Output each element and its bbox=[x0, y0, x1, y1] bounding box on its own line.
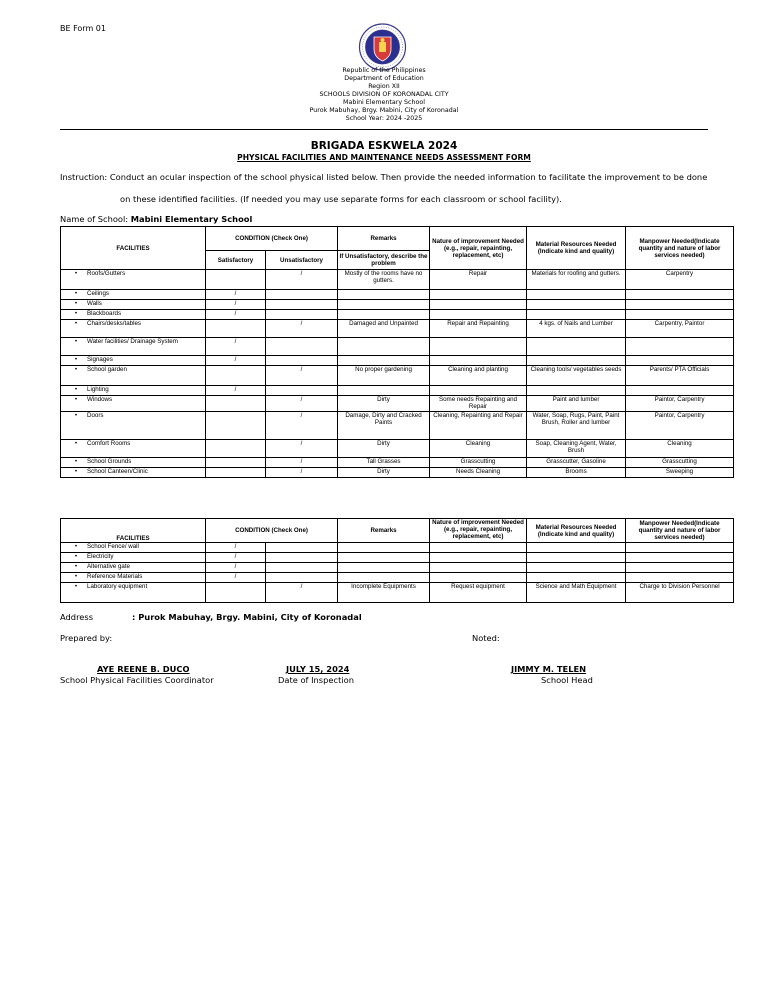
table-row bbox=[61, 356, 734, 366]
remarks-cell: Mostly of the rooms have no gutters. bbox=[338, 270, 430, 290]
material-cell bbox=[527, 290, 626, 300]
header-nature bbox=[430, 519, 527, 543]
material-cell bbox=[527, 543, 626, 553]
unsat-cell bbox=[266, 563, 338, 573]
manpower-cell: Paintor, Carpentry bbox=[626, 396, 734, 412]
facility-cell bbox=[61, 320, 206, 338]
bullet-icon: • bbox=[74, 320, 78, 327]
table-row bbox=[61, 583, 734, 603]
facility-cell bbox=[61, 310, 206, 320]
instruction-line-2: on these identified facilities. (If needed you may use separate forms for each classroom or school facility). bbox=[120, 194, 562, 204]
facility-name: School Canteen/Clinic bbox=[87, 468, 148, 475]
remarks-cell bbox=[338, 563, 430, 573]
header-nature-title: Nature of improvement Needed bbox=[432, 237, 524, 245]
bullet-icon: • bbox=[74, 290, 78, 297]
manpower-cell: Sweeping bbox=[626, 468, 734, 478]
header-nature bbox=[430, 227, 527, 270]
nature-cell: Repair bbox=[430, 270, 527, 290]
form-subtitle: PHYSICAL FACILITIES AND MAINTENANCE NEEDS ASSESSMENT FORM bbox=[237, 153, 531, 162]
table-row bbox=[61, 440, 734, 458]
address-value: : Purok Mabuhay, Brgy. Mabini, City of Koronadal bbox=[132, 612, 362, 622]
bullet-icon: • bbox=[74, 356, 78, 363]
sat-cell bbox=[206, 583, 266, 603]
table-row bbox=[61, 366, 734, 386]
header-divider bbox=[60, 129, 708, 130]
header-manpower: Manpower Needed(Indicate quantity and nature of labor services needed) bbox=[626, 519, 734, 543]
remarks-cell bbox=[338, 300, 430, 310]
bullet-icon: • bbox=[74, 300, 78, 307]
material-cell: Soap, Cleaning Agent, Water, Brush bbox=[527, 440, 626, 458]
material-cell: Cleaning tools/ vegetables seeds bbox=[527, 366, 626, 386]
remarks-cell bbox=[338, 290, 430, 300]
remarks-cell: Dirty bbox=[338, 440, 430, 458]
header-address: Purok Mabuhay, Brgy. Mabini, City of Koronadal bbox=[309, 107, 459, 114]
manpower-cell bbox=[626, 386, 734, 396]
remarks-cell: Damage, Dirty and Cracked Paints bbox=[338, 412, 430, 440]
header-unsatisfactory: Unsatisfactory bbox=[266, 251, 338, 270]
sat-cell: / bbox=[206, 338, 266, 356]
facility-name: Electricity bbox=[87, 553, 114, 560]
remarks-cell bbox=[338, 356, 430, 366]
material-cell bbox=[527, 573, 626, 583]
bullet-icon: • bbox=[74, 543, 78, 550]
unsat-cell bbox=[266, 553, 338, 563]
manpower-cell bbox=[626, 573, 734, 583]
header-region: Region XII bbox=[368, 83, 400, 90]
manpower-cell: Paintor, Carpentry bbox=[626, 412, 734, 440]
facility-cell bbox=[61, 583, 206, 603]
school-head-name: JIMMY M. TELEN bbox=[511, 664, 587, 674]
sat-cell: / bbox=[206, 543, 266, 553]
sat-cell: / bbox=[206, 300, 266, 310]
material-cell: Paint and lumber bbox=[527, 396, 626, 412]
table-row bbox=[61, 543, 734, 553]
bullet-icon: • bbox=[74, 310, 78, 317]
facility-name: Chairs/desks/tables bbox=[87, 320, 141, 327]
sat-cell bbox=[206, 366, 266, 386]
facility-cell bbox=[61, 553, 206, 563]
nature-cell bbox=[430, 386, 527, 396]
facility-name: School garden bbox=[87, 366, 127, 373]
nature-cell bbox=[430, 290, 527, 300]
material-cell: Grasscutter, Gasoline bbox=[527, 458, 626, 468]
instruction-line-1: Instruction: Conduct an ocular inspection of the school physical listed below. Then provide the needed information to facilitate the improvement to be done bbox=[60, 172, 708, 182]
header-satisfactory: Satisfactory bbox=[206, 251, 266, 270]
remarks-cell bbox=[338, 386, 430, 396]
unsat-cell bbox=[266, 356, 338, 366]
remarks-cell bbox=[338, 553, 430, 563]
remarks-cell bbox=[338, 338, 430, 356]
nature-cell bbox=[430, 543, 527, 553]
unsat-cell: / bbox=[266, 583, 338, 603]
table-row bbox=[61, 270, 734, 290]
bullet-icon: • bbox=[74, 468, 78, 475]
material-cell: 4 kgs. of Nails and Lumber bbox=[527, 320, 626, 338]
nature-cell: Cleaning, Repainting and Repair bbox=[430, 412, 527, 440]
header-republic: Republic of the Philippines bbox=[342, 67, 426, 74]
sat-cell: / bbox=[206, 573, 266, 583]
remarks-cell: Damaged and Unpainted bbox=[338, 320, 430, 338]
header-remarks: Remarks bbox=[338, 227, 430, 251]
bullet-icon: • bbox=[74, 440, 78, 447]
facility-cell bbox=[61, 366, 206, 386]
manpower-cell bbox=[626, 300, 734, 310]
remarks-cell: No proper gardening bbox=[338, 366, 430, 386]
school-name-label: Name of School: bbox=[60, 214, 129, 224]
facility-name: Doors bbox=[87, 412, 104, 419]
facility-name: Comfort Rooms bbox=[87, 440, 131, 447]
sat-cell bbox=[206, 412, 266, 440]
header-facilities: FACILITIES bbox=[61, 227, 206, 270]
facility-cell bbox=[61, 396, 206, 412]
deped-seal-logo bbox=[355, 22, 410, 72]
material-cell bbox=[527, 356, 626, 366]
remarks-cell: Dirty bbox=[338, 468, 430, 478]
facility-cell bbox=[61, 356, 206, 366]
unsat-cell bbox=[266, 300, 338, 310]
table-row bbox=[61, 386, 734, 396]
nature-cell bbox=[430, 563, 527, 573]
table-row bbox=[61, 320, 734, 338]
header-nature-title: Nature of improvement Needed bbox=[432, 519, 524, 526]
unsat-cell: / bbox=[266, 396, 338, 412]
header-remarks-sub: If Unsatisfactory, describe the problem bbox=[338, 251, 430, 270]
material-cell bbox=[527, 553, 626, 563]
unsat-cell: / bbox=[266, 412, 338, 440]
manpower-cell bbox=[626, 543, 734, 553]
nature-cell: Cleaning bbox=[430, 440, 527, 458]
nature-cell: Needs Cleaning bbox=[430, 468, 527, 478]
table-row bbox=[61, 553, 734, 563]
header-division: SCHOOLS DIVISION OF KORONADAL CITY bbox=[319, 91, 449, 98]
bullet-icon: • bbox=[74, 583, 78, 590]
bullet-icon: • bbox=[74, 338, 78, 345]
facilities-table-2 bbox=[60, 518, 734, 603]
nature-cell bbox=[430, 573, 527, 583]
unsat-cell bbox=[266, 290, 338, 300]
table-row bbox=[61, 396, 734, 412]
nature-cell bbox=[430, 553, 527, 563]
manpower-cell bbox=[626, 553, 734, 563]
unsat-cell: / bbox=[266, 458, 338, 468]
sat-cell: / bbox=[206, 310, 266, 320]
form-code: BE Form 01 bbox=[60, 24, 106, 33]
manpower-cell bbox=[626, 290, 734, 300]
nature-cell: Grasscutting bbox=[430, 458, 527, 468]
remarks-cell bbox=[338, 310, 430, 320]
material-cell: Materials for roofing and gutters. bbox=[527, 270, 626, 290]
material-cell: Water, Soap, Rugs, Paint, Paint Brush, Roller and lumber bbox=[527, 412, 626, 440]
header-condition: CONDITION (Check One) bbox=[206, 227, 338, 251]
material-cell: Brooms bbox=[527, 468, 626, 478]
sat-cell bbox=[206, 468, 266, 478]
sat-cell: / bbox=[206, 563, 266, 573]
sat-cell: / bbox=[206, 386, 266, 396]
unsat-cell bbox=[266, 543, 338, 553]
manpower-cell bbox=[626, 310, 734, 320]
address-label: Address bbox=[60, 612, 94, 622]
manpower-cell: Grasscutting bbox=[626, 458, 734, 468]
header-remarks: Remarks bbox=[338, 519, 430, 543]
manpower-cell bbox=[626, 338, 734, 356]
table-row bbox=[61, 468, 734, 478]
bullet-icon: • bbox=[74, 412, 78, 419]
facility-cell bbox=[61, 300, 206, 310]
facility-name: School Grounds bbox=[87, 458, 132, 465]
header-manpower: Manpower Needed(Indicate quantity and nature of labor services needed) bbox=[626, 227, 734, 270]
facility-cell bbox=[61, 290, 206, 300]
unsat-cell: / bbox=[266, 440, 338, 458]
facility-cell bbox=[61, 458, 206, 468]
nature-cell: Repair and Repainting bbox=[430, 320, 527, 338]
manpower-cell: Carpentry bbox=[626, 270, 734, 290]
table-row bbox=[61, 300, 734, 310]
material-cell bbox=[527, 386, 626, 396]
manpower-cell: Charge to Division Personnel bbox=[626, 583, 734, 603]
table-row bbox=[61, 310, 734, 320]
facility-cell bbox=[61, 386, 206, 396]
material-cell bbox=[527, 310, 626, 320]
form-title: BRIGADA ESKWELA 2024 bbox=[310, 140, 458, 152]
unsat-cell: / bbox=[266, 468, 338, 478]
remarks-cell: Incomplete Equipments bbox=[338, 583, 430, 603]
material-cell bbox=[527, 300, 626, 310]
facility-name: Walls bbox=[87, 300, 102, 307]
unsat-cell: / bbox=[266, 366, 338, 386]
bullet-icon: • bbox=[74, 563, 78, 570]
remarks-cell bbox=[338, 543, 430, 553]
facility-cell bbox=[61, 440, 206, 458]
facility-name: Reference Materials bbox=[87, 573, 143, 580]
facility-name: Lighting bbox=[87, 386, 109, 393]
facility-name: Signages bbox=[87, 356, 113, 363]
table-row bbox=[61, 563, 734, 573]
header-school: Mabini Elementary School bbox=[343, 99, 425, 106]
unsat-cell: / bbox=[266, 270, 338, 290]
unsat-cell bbox=[266, 386, 338, 396]
prepared-by-label: Prepared by: bbox=[60, 633, 113, 643]
header-nature-sub: (e.g., repair, repainting, replacement, etc) bbox=[443, 244, 513, 259]
sat-cell bbox=[206, 320, 266, 338]
sat-cell bbox=[206, 270, 266, 290]
inspection-date-label: Date of Inspection bbox=[278, 675, 354, 685]
sat-cell: / bbox=[206, 356, 266, 366]
facilities-table-1 bbox=[60, 226, 734, 478]
unsat-cell bbox=[266, 310, 338, 320]
bullet-icon: • bbox=[74, 396, 78, 403]
facility-cell bbox=[61, 543, 206, 553]
school-head-role: School Head bbox=[541, 675, 593, 685]
facility-cell bbox=[61, 412, 206, 440]
unsat-cell: / bbox=[266, 320, 338, 338]
facility-cell bbox=[61, 338, 206, 356]
noted-label: Noted: bbox=[472, 633, 500, 643]
sat-cell: / bbox=[206, 290, 266, 300]
unsat-cell bbox=[266, 573, 338, 583]
bullet-icon: • bbox=[74, 366, 78, 373]
sat-cell bbox=[206, 458, 266, 468]
inspection-date: JULY 15, 2024 bbox=[286, 664, 350, 674]
table-row bbox=[61, 573, 734, 583]
manpower-cell: Cleaning bbox=[626, 440, 734, 458]
remarks-cell bbox=[338, 573, 430, 583]
material-cell: Science and Math Equipment bbox=[527, 583, 626, 603]
school-name-value: Mabini Elementary School bbox=[130, 214, 253, 224]
bullet-icon: • bbox=[74, 573, 78, 580]
facility-name: Water facilities/ Drainage System bbox=[87, 338, 178, 345]
manpower-cell: Carpentry, Paintor bbox=[626, 320, 734, 338]
coordinator-name: AYE REENE B. DUCO bbox=[97, 664, 190, 674]
sat-cell: / bbox=[206, 553, 266, 563]
manpower-cell: Parents/ PTA Officials bbox=[626, 366, 734, 386]
header-material: Material Resources Needed (Indicate kind and quality) bbox=[527, 227, 626, 270]
header-facilities: FACILITIES bbox=[61, 519, 206, 543]
header-department: Department of Education bbox=[344, 75, 424, 82]
address-line bbox=[60, 612, 362, 622]
sat-cell bbox=[206, 396, 266, 412]
nature-cell bbox=[430, 356, 527, 366]
school-name-field bbox=[60, 214, 252, 224]
facility-cell bbox=[61, 270, 206, 290]
nature-cell bbox=[430, 338, 527, 356]
facility-name: Ceilings bbox=[87, 290, 110, 297]
coordinator-role: School Physical Facilities Coordinator bbox=[60, 675, 214, 685]
header-condition: CONDITION (Check One) bbox=[206, 519, 338, 543]
facility-cell bbox=[61, 573, 206, 583]
facility-cell bbox=[61, 468, 206, 478]
header-nature-sub: (e.g., repair, repainting, replacement, etc) bbox=[443, 526, 513, 540]
unsat-cell bbox=[266, 338, 338, 356]
nature-cell bbox=[430, 310, 527, 320]
facility-name: Alternative gate bbox=[87, 563, 130, 570]
bullet-icon: • bbox=[74, 553, 78, 560]
manpower-cell bbox=[626, 356, 734, 366]
facility-name: Roofs/Gutters bbox=[87, 270, 126, 277]
facility-name: Blackboards bbox=[87, 310, 122, 317]
table-row bbox=[61, 412, 734, 440]
sat-cell bbox=[206, 440, 266, 458]
bullet-icon: • bbox=[74, 386, 78, 393]
facility-name: School Fence/ wall bbox=[87, 543, 139, 550]
facility-cell bbox=[61, 563, 206, 573]
header-material: Material Resources Needed (Indicate kind and quality) bbox=[527, 519, 626, 543]
table-row bbox=[61, 290, 734, 300]
manpower-cell bbox=[626, 563, 734, 573]
bullet-icon: • bbox=[74, 270, 78, 277]
bullet-icon: • bbox=[74, 458, 78, 465]
nature-cell: Request equipment bbox=[430, 583, 527, 603]
header-school-year: School Year: 2024 -2025 bbox=[345, 115, 423, 122]
remarks-cell: Tall Grasses bbox=[338, 458, 430, 468]
remarks-cell: Dirty bbox=[338, 396, 430, 412]
nature-cell: Some needs Repainting and Repair bbox=[430, 396, 527, 412]
material-cell bbox=[527, 338, 626, 356]
material-cell bbox=[527, 563, 626, 573]
nature-cell: Cleaning and planting bbox=[430, 366, 527, 386]
facility-name: Windows bbox=[87, 396, 113, 403]
table-row bbox=[61, 338, 734, 356]
nature-cell bbox=[430, 300, 527, 310]
table-row bbox=[61, 458, 734, 468]
facility-name: Laboratory equipment bbox=[87, 583, 148, 590]
